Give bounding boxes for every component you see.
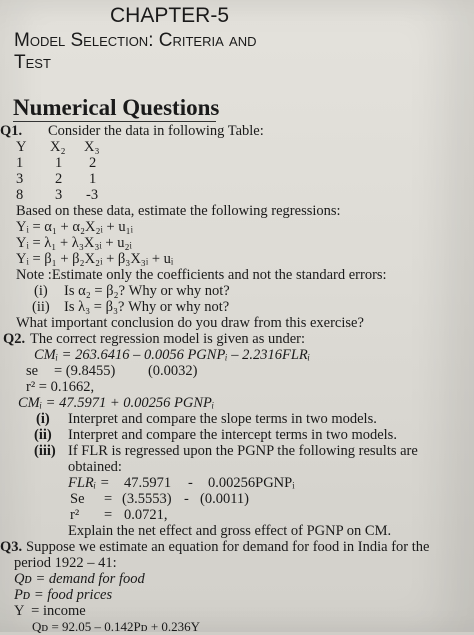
q1-sub-i-label: (i) bbox=[34, 283, 48, 299]
table-cell: 1 bbox=[16, 155, 24, 171]
q1-regression-3: Yᵢ = β₁ + β₂X₂ᵢ + β₃X₃ᵢ + uᵢ bbox=[16, 251, 174, 267]
q2-ii-text: Interpret and compare the intercept terms in two models. bbox=[68, 427, 397, 443]
q1-regression-2: Yᵢ = λ₁ + λ₃X₃ᵢ + u₂ᵢ bbox=[16, 235, 132, 251]
q2-se-label: se bbox=[26, 363, 39, 379]
q3-equation: Qᴅ = 92.05 – 0.142Pᴅ + 0.236Y bbox=[32, 619, 201, 634]
section-heading: Numerical Questions bbox=[13, 95, 220, 120]
q3-number: Q3. bbox=[0, 539, 23, 555]
q3-y: Y = income bbox=[14, 603, 86, 619]
q2-se-values: = (9.8455) (0.0032) bbox=[54, 363, 198, 379]
table-cell: 8 bbox=[16, 187, 24, 203]
q1-intro: Consider the data in following Table: bbox=[48, 123, 264, 139]
q3-qd: Qᴅ = demand for food bbox=[14, 571, 145, 587]
r2-2-equals: = bbox=[104, 507, 113, 523]
table-header-x3: X₃ bbox=[84, 139, 100, 155]
se2-equals: = bbox=[104, 491, 113, 507]
q2-model-1: CMᵢ = 263.6416 – 0.0056 PGNPᵢ – 2.2316FLRᵢ bbox=[34, 347, 311, 363]
q1-conclusion: What important conclusion do you draw from this exercise? bbox=[16, 315, 364, 331]
q1-note: Note :Estimate only the coefficients and not the standard errors: bbox=[16, 267, 387, 283]
q2-i-label: (i) bbox=[36, 411, 50, 427]
se2-coefficient: (0.0011) bbox=[200, 491, 249, 507]
q1-regression-1: Yᵢ = α₁ + α₂X₂ᵢ + u₁ᵢ bbox=[16, 219, 134, 235]
q3-pd: Pᴅ = food prices bbox=[14, 587, 113, 603]
table-cell: 3 bbox=[16, 171, 24, 187]
chapter-title-line-2: Test bbox=[14, 52, 51, 73]
q2-number: Q2. bbox=[3, 331, 26, 347]
table-cell: -3 bbox=[86, 187, 99, 203]
table-cell: 3 bbox=[55, 187, 63, 203]
flr-coefficient: 0.00256PGNPᵢ bbox=[208, 475, 295, 491]
q1-sub-ii-label: (ii) bbox=[32, 299, 50, 315]
table-cell: 1 bbox=[55, 155, 63, 171]
flr-lhs: FLRᵢ = bbox=[68, 475, 110, 491]
r2-2-label: r² bbox=[70, 507, 80, 523]
q2-obtained: obtained: bbox=[68, 459, 122, 475]
q2-explain: Explain the net effect and gross effect of PGNP on CM. bbox=[68, 523, 392, 539]
table-cell: 2 bbox=[89, 155, 97, 171]
heading-underline bbox=[13, 121, 216, 122]
table-cell: 1 bbox=[89, 171, 97, 187]
table-header-x2: X₂ bbox=[50, 139, 66, 155]
q2-model-2: CMᵢ = 47.5971 + 0.00256 PGNPᵢ bbox=[18, 395, 215, 411]
q1-number: Q1. bbox=[0, 123, 23, 139]
q2-iii-label: (iii) bbox=[34, 443, 56, 459]
table-cell: 2 bbox=[55, 171, 63, 187]
q3-line-1: Suppose we estimate an equation for demand for food in India for the bbox=[26, 539, 430, 555]
flr-intercept: 47.5971 bbox=[124, 475, 172, 491]
q3-line-2: period 1922 – 41: bbox=[14, 555, 117, 571]
chapter-title-line-1: Model Selection: Criteria and bbox=[14, 30, 257, 51]
q1-sub-ii: Is λ₃ = β₃? Why or why not? bbox=[64, 299, 230, 315]
flr-dash: - bbox=[188, 475, 193, 491]
q1-sub-i: Is α₂ = β₂? Why or why not? bbox=[64, 283, 230, 299]
chapter-title bbox=[14, 30, 256, 74]
q2-intro: The correct regression model is given as under: bbox=[30, 331, 306, 347]
q2-ii-label: (ii) bbox=[34, 427, 52, 443]
q2-iii-text: If FLR is regressed upon the PGNP the following results are bbox=[68, 443, 418, 459]
se2-dash: - bbox=[184, 491, 189, 507]
table-header-y: Y bbox=[16, 139, 27, 155]
q1-prompt: Based on these data, estimate the following regressions: bbox=[16, 203, 341, 219]
q2-i-text: Interpret and compare the slope terms in two models. bbox=[68, 411, 377, 427]
se2-label: Se bbox=[70, 491, 85, 507]
chapter-label: CHAPTER-5 bbox=[110, 4, 230, 27]
q2-r-squared: r² = 0.1662, bbox=[26, 379, 95, 395]
r2-2-value: 0.0721, bbox=[124, 507, 168, 523]
se2-intercept: (3.5553) bbox=[122, 491, 172, 507]
